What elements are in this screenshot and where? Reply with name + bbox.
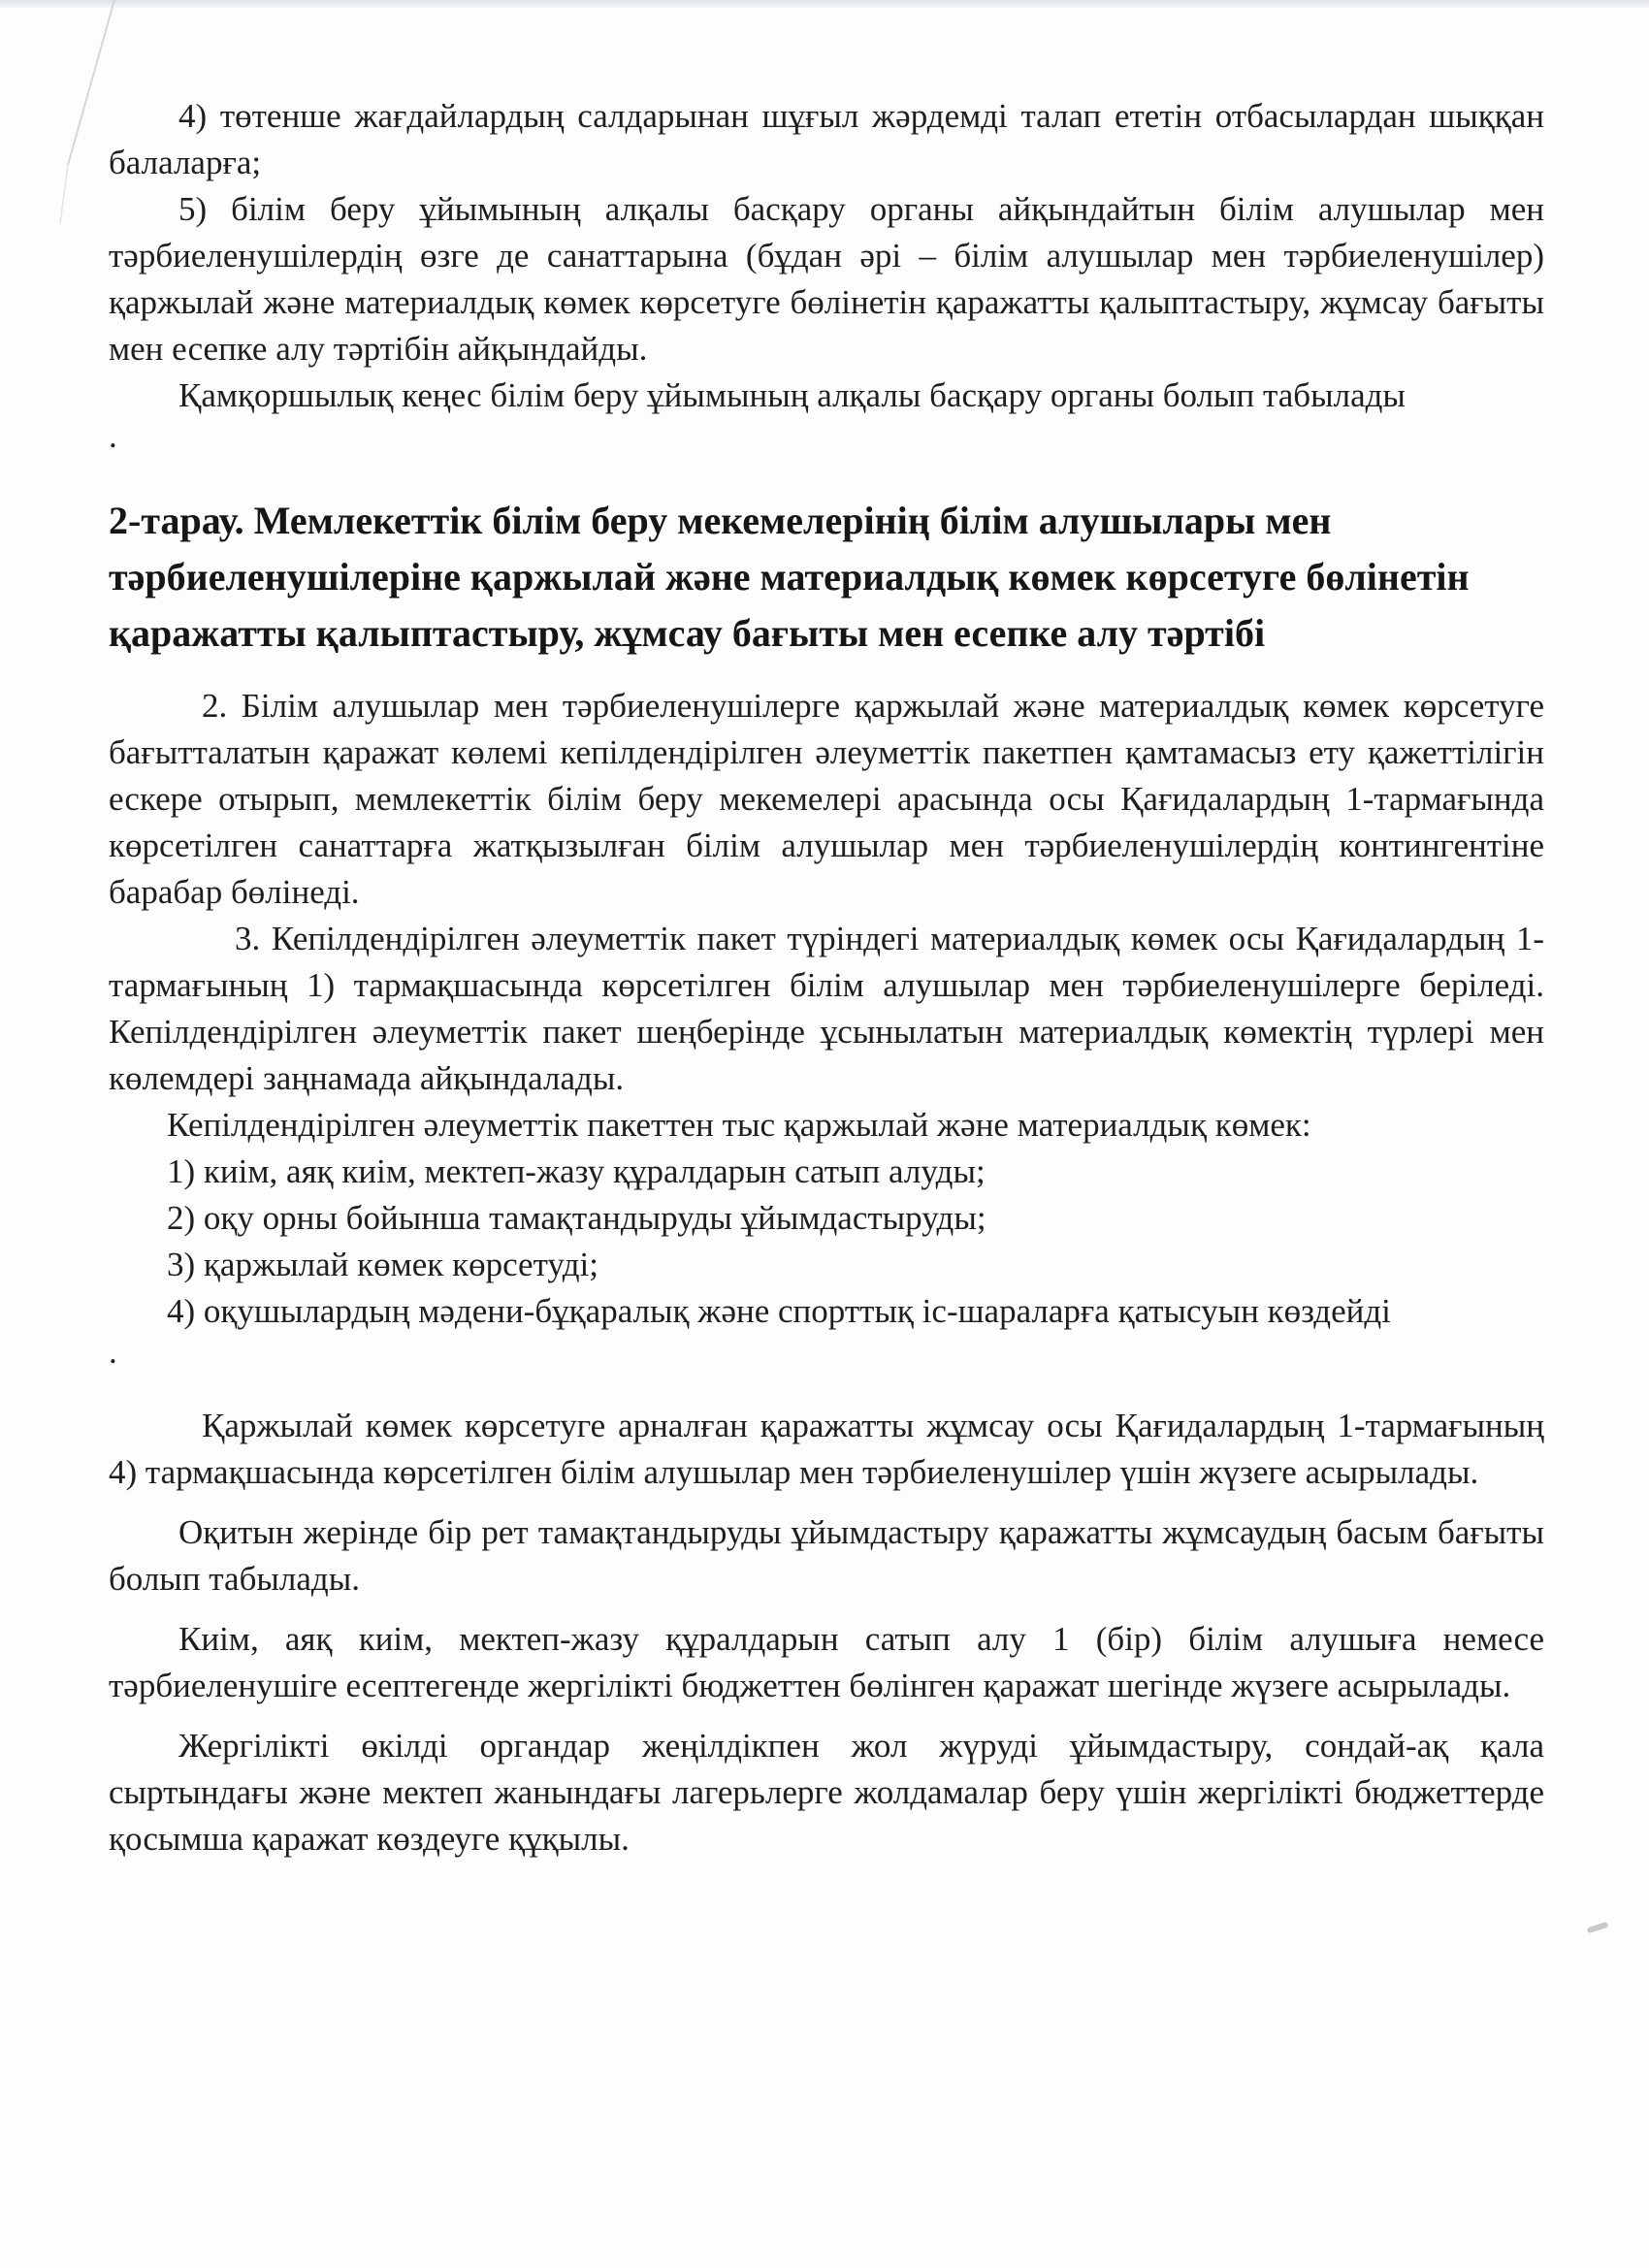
paragraph-meals-priority: Оқитын жерінде бір рет тамақтандыруды ұйымдастыру қаражатты жұмсаудың басым бағыты болып табылады.: [109, 1513, 1544, 1598]
paragraph-item-4: 4) төтенше жағдайлардың салдарынан шұғыл жәрдемді талап ететін отбасылардан шыққан балаларға;: [109, 97, 1544, 181]
paragraph-clause-3: 3. Кепілдендірілген әлеуметтік пакет түріндегі материалдық көмек осы Қағидалардың 1-тармағының 1) тармақшасында көрсетілген білім алушылар мен тәрбиеленушілерге беріледі. Кепілдендірілген әлеуметтік пакет шеңберінде ұсынылатын материалдық көмектің түрлері мен көлемдері заңнамада айқындалады.: [109, 920, 1544, 1097]
paragraph-clause-2: 2. Білім алушылар мен тәрбиеленушілерге қаржылай және материалдық көмек көрсетуге бағытталатын қаражат көлемі кепілдендірілген әлеуметтік пакетпен қамтамасыз ету қажеттілігін ескере отырып, мемлекеттік білім беру мекемелері арасында осы Қағидалардың 1-тармағында көрсетілген санаттарға жатқызылған білім алушылар мен тәрбиеленушілердің контингентіне барабар бөлінеді.: [109, 687, 1544, 911]
stray-period: .: [109, 1333, 117, 1371]
paragraph-financial-aid: Қаржылай көмек көрсетуге арналған қаражатты жұмсау осы Қағидалардың 1-тармағының 4) тармақшасында көрсетілген білім алушылар мен тәрбиеленушілер үшін жүзеге асырылады.: [109, 1407, 1544, 1491]
chapter-heading: 2-тарау. Мемлекеттік білім беру мекемелерінің білім алушылары мен тәрбиеленушілеріне қаржылай және материалдық көмек көрсетуге бөлінетін қаражатты қалыптастыру, жұмсау бағыты мен есепке алу тәртібі: [109, 499, 1470, 655]
paragraph-local-authorities: Жергілікті өкілді органдар жеңілдікпен жол жүруді ұйымдастыру, сондай-ақ қала сыртындағы және мектеп жанындағы лагерьлерге жолдамалар беру үшін жергілікті бюджеттерде қосымша қаражат көздеуге құқылы.: [109, 1727, 1544, 1858]
paragraph-item-5: 5) білім беру ұйымының алқалы басқару органы айқындайтын білім алушылар мен тәрбиеленушілердің өзге де санаттарына (бұдан әрі – білім алушылар мен тәрбиеленушілер) қаржылай және материалдық көмек көрсетуге бөлінетін қаражатты қалыптастыру, жұмсау бағыты мен есепке алу тәртібін айқындайды.: [109, 190, 1544, 368]
list-item: 1) киім, аяқ киім, мектеп-жазу құралдарын сатып алуды;: [167, 1152, 986, 1190]
scan-top-shadow: [0, 0, 1649, 10]
paragraph-clothing-purchase: Киім, аяқ киім, мектеп-жазу құралдарын сатып алу 1 (бір) білім алушыға немесе тәрбиеленушіге есептегенде жергілікті бюджеттен бөлінген қаражат шегінде жүзеге асырылады.: [109, 1620, 1544, 1704]
list-item: 2) оқу орны бойынша тамақтандыруды ұйымдастыруды;: [167, 1199, 986, 1237]
list-item: 3) қаржылай көмек көрсетуді;: [167, 1246, 598, 1283]
scan-speck: [1587, 1922, 1609, 1934]
list-item: 4) оқушылардың мәдени-бұқаралық және спорттық іс-шараларға қатысуын көздейді: [167, 1292, 1391, 1330]
paragraph-board-statement: Қамқоршылық кеңес білім беру ұйымының алқалы басқару органы болып табылады: [178, 376, 1406, 414]
list-intro: Кепілдендірілген әлеуметтік пакеттен тыс қаржылай және материалдық көмек:: [167, 1106, 1311, 1144]
document-body: [109, 93, 1544, 1863]
stray-period: .: [109, 417, 117, 455]
